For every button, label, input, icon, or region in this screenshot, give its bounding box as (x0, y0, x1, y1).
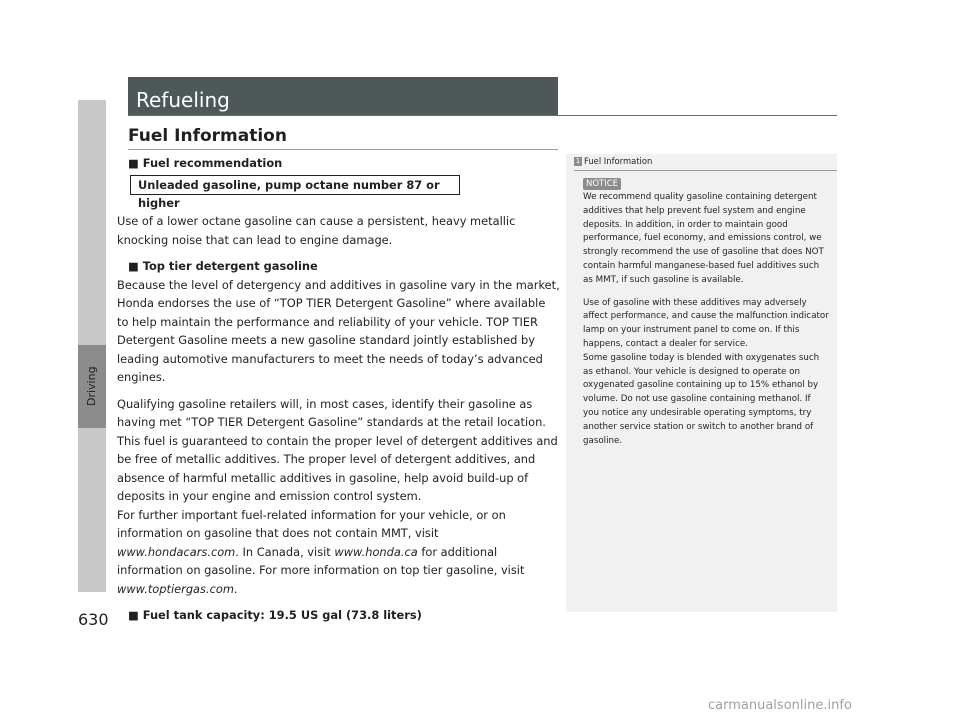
side-paragraph-3: Some gasoline today is blended with oxygenates such as ethanol. Your vehicle is designed to operate on oxygenated gasoline containing up to 15% ethanol by volume. Do not use gasoline containing methanol. If you notice any undesirable operating symptoms, try another service station or switch to another brand of gasoline. (583, 352, 820, 446)
side-paragraph-1: We recommend quality gasoline containing detergent additives that help prevent fuel system and engine deposits. In addition, in order to maintain good performance, fuel economy, and emissions control, we strongly recommend the use of gasoline that does NOT contain harmful manganese-based fuel additives such as MMT, if such gasoline is available. (583, 192, 824, 285)
side-note-divider (574, 170, 837, 171)
more-info-text: For further important fuel-related information for your vehicle, or on information on gasoline that does not contain MMT, visit (117, 507, 506, 540)
link-honda-ca[interactable]: www.honda.ca (334, 544, 418, 559)
fuel-tank-capacity-heading: ■ Fuel tank capacity: 19.5 US gal (73.8 liters) (128, 608, 422, 622)
notice-badge: NOTICE (583, 178, 621, 190)
paragraph-retailers: Qualifying gasoline retailers will, in most cases, identify their gasoline as having met “TOP TIER Detergent Gasoline” standards at the retail location. This fuel is guaranteed to contain the proper level of detergent additives and be free of metallic additives. The proper level of detergent additives, and absence of harmful metallic additives in gasoline, help avoid build-up of deposits in your engine and emission control system. (117, 396, 558, 503)
side-note-panel (566, 154, 837, 612)
side-note-heading (574, 156, 652, 166)
side-paragraph-2: Use of gasoline with these additives may adversely affect performance, and cause the malfunction indicator lamp on your instrument panel to come on. If this happens, contact a dealer for service. (583, 297, 829, 349)
title-divider (128, 115, 837, 116)
fuel-recommendation-heading: ■ Fuel recommendation (128, 156, 283, 170)
page-title: Refueling (128, 77, 558, 115)
side-note-body (583, 191, 829, 448)
side-note-title: Fuel Information (584, 156, 653, 166)
fuel-recommendation-box: Unleaded gasoline, pump octane number 87 or higher (130, 175, 460, 195)
top-tier-heading: ■ Top tier detergent gasoline (128, 259, 318, 273)
more-info-text: for additional information on gasoline. For more information on top tier gasoline, visit (117, 544, 525, 577)
page-number: 630 (78, 610, 109, 629)
side-tab-label: Driving (85, 366, 98, 407)
paragraph-octane: Use of a lower octane gasoline can cause a persistent, heavy metallic knocking noise that can lead to engine damage. (117, 214, 516, 247)
watermark: carmanualsonline.info (708, 698, 852, 713)
link-toptiergas[interactable]: www.toptiergas.com (117, 581, 234, 596)
main-content (117, 154, 560, 625)
reference-marker-icon: 1 (575, 157, 581, 165)
section-divider (128, 149, 558, 150)
paragraph-top-tier: Because the level of detergency and additives in gasoline vary in the market, Honda endorses the use of “TOP TIER Detergent Gasoline” where available to help maintain the performance and reliability of your vehicle. TOP TIER Detergent Gasoline meets a new gasoline standard jointly established by leading automotive manufacturers to meet the needs of today’s advanced engines. (117, 277, 560, 384)
more-info-text: . In Canada, visit (235, 544, 335, 559)
link-hondacars[interactable]: www.hondacars.com (117, 544, 236, 559)
more-info-text: . (233, 581, 238, 596)
paragraph-more-info (117, 506, 560, 599)
section-heading: Fuel Information (128, 126, 287, 146)
